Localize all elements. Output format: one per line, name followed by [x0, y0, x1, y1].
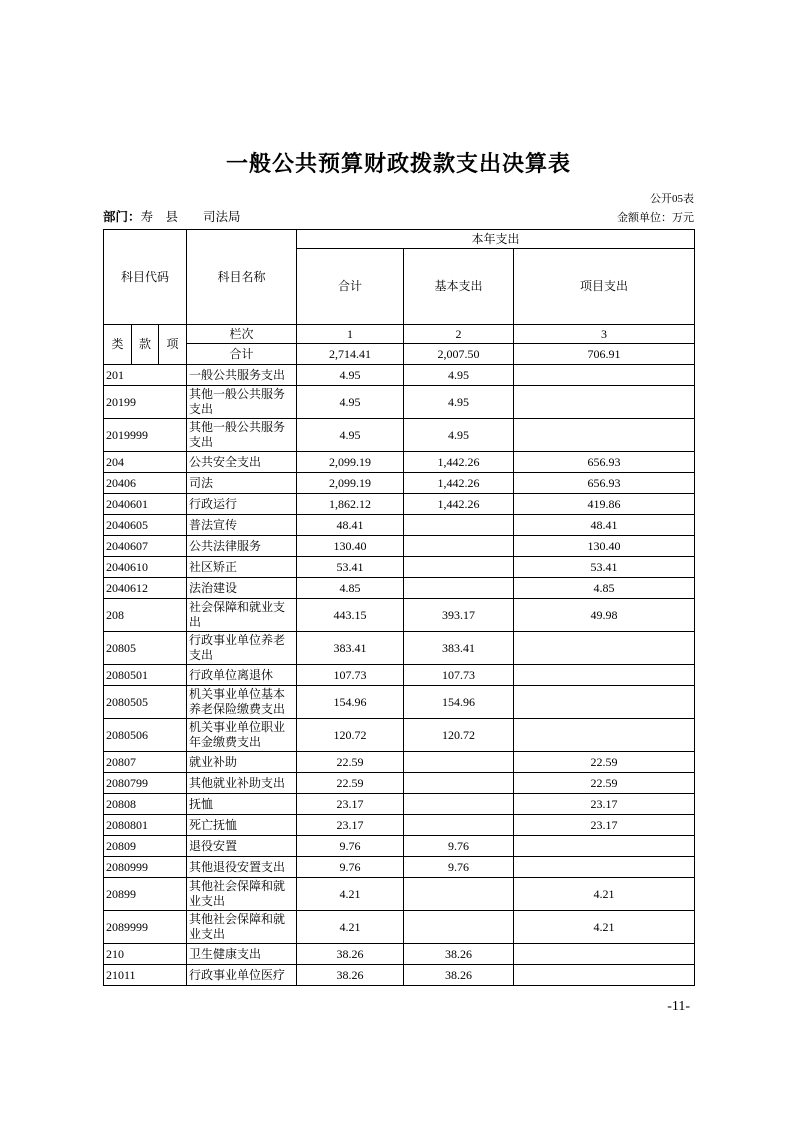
table-row: [104, 752, 695, 773]
table-row: [104, 515, 695, 536]
table-row: [104, 419, 695, 452]
meta-row: [103, 207, 694, 225]
subject-name-cell: 社区矫正: [187, 557, 297, 578]
budget-table: [103, 229, 695, 986]
subject-code-cell: 21011: [104, 965, 187, 986]
table-row: [104, 536, 695, 557]
total-cell: 9.76: [297, 857, 404, 878]
subject-name-cell: 其他就业补助支出: [187, 773, 297, 794]
subject-name-cell: 退役安置: [187, 836, 297, 857]
item-header: 项: [159, 325, 187, 365]
table-row: [104, 386, 695, 419]
basic-expense-cell: [404, 815, 514, 836]
subject-name-cell: 就业补助: [187, 752, 297, 773]
subject-name-cell: 社会保障和就业支出: [187, 599, 297, 632]
project-expense-cell: 23.17: [514, 794, 695, 815]
section-header: 款: [132, 325, 159, 365]
table-row: [104, 719, 695, 752]
total-cell: 38.26: [297, 965, 404, 986]
project-expense-cell: [514, 386, 695, 419]
project-expense-cell: 48.41: [514, 515, 695, 536]
basic-expense-cell: 38.26: [404, 965, 514, 986]
subject-code-cell: 2080799: [104, 773, 187, 794]
subject-code-cell: 20199: [104, 386, 187, 419]
subject-name-cell: 其他社会保障和就业支出: [187, 878, 297, 911]
department-line: [103, 207, 241, 225]
basic-expense-cell: [404, 911, 514, 944]
basic-expense-cell: [404, 515, 514, 536]
basic-expense-cell: 1,442.26: [404, 452, 514, 473]
table-row: [104, 452, 695, 473]
total-cell: 443.15: [297, 599, 404, 632]
total-cell: 4.95: [297, 386, 404, 419]
basic-expense-cell: [404, 578, 514, 599]
subject-name-cell: 机关事业单位职业年金缴费支出: [187, 719, 297, 752]
column-index-label: 栏次: [187, 325, 297, 344]
subject-code-cell: 2080505: [104, 686, 187, 719]
grand-total-row: [104, 344, 695, 365]
grand-total-total: 2,714.41: [297, 344, 404, 365]
subject-name-cell: 司法: [187, 473, 297, 494]
project-expense-cell: [514, 857, 695, 878]
total-cell: 9.76: [297, 836, 404, 857]
total-cell: 23.17: [297, 815, 404, 836]
subject-name-cell: 行政事业单位养老支出: [187, 632, 297, 665]
total-cell: 107.73: [297, 665, 404, 686]
subject-name-cell: 法治建设: [187, 578, 297, 599]
table-row: [104, 578, 695, 599]
basic-expense-cell: [404, 773, 514, 794]
total-cell: 38.26: [297, 944, 404, 965]
form-code: 公开05表: [650, 193, 694, 205]
project-expense-cell: 656.93: [514, 452, 695, 473]
project-expense-cell: [514, 686, 695, 719]
unit-label: 金额单位：万元: [617, 212, 694, 224]
subject-code-cell: 20808: [104, 794, 187, 815]
basic-expense-cell: 38.26: [404, 944, 514, 965]
table-head-body: [104, 230, 695, 365]
table-row: [104, 365, 695, 386]
column-number-1: 1: [297, 325, 404, 344]
table-row: [104, 686, 695, 719]
basic-expense-cell: 9.76: [404, 836, 514, 857]
subject-code-cell: 2040612: [104, 578, 187, 599]
project-expense-cell: 49.98: [514, 599, 695, 632]
basic-expense-cell: [404, 752, 514, 773]
subject-name-cell: 机关事业单位基本养老保险缴费支出: [187, 686, 297, 719]
subject-name-cell: 行政事业单位医疗: [187, 965, 297, 986]
basic-expense-cell: 383.41: [404, 632, 514, 665]
subject-name-cell: 公共安全支出: [187, 452, 297, 473]
table-row: [104, 878, 695, 911]
subject-name-cell: 一般公共服务支出: [187, 365, 297, 386]
basic-expense-cell: 1,442.26: [404, 473, 514, 494]
basic-expense-cell: [404, 878, 514, 911]
basic-expense-cell: 1,442.26: [404, 494, 514, 515]
page-content: [103, 0, 694, 1015]
project-expense-cell: 4.21: [514, 878, 695, 911]
project-expense-cell: [514, 665, 695, 686]
project-expense-cell: 4.85: [514, 578, 695, 599]
subject-name-cell: 公共法律服务: [187, 536, 297, 557]
subject-code-cell: 2040607: [104, 536, 187, 557]
subject-name-cell: 其他退役安置支出: [187, 857, 297, 878]
basic-expense-cell: 9.76: [404, 857, 514, 878]
subject-code-cell: 2089999: [104, 911, 187, 944]
current-year-expense-header: 本年支出: [297, 230, 695, 249]
project-expense-cell: [514, 719, 695, 752]
subject-code-cell: 210: [104, 944, 187, 965]
subject-code-cell: 20805: [104, 632, 187, 665]
subject-code-cell: 20406: [104, 473, 187, 494]
basic-expense-cell: [404, 794, 514, 815]
basic-expense-cell: 120.72: [404, 719, 514, 752]
total-cell: 22.59: [297, 773, 404, 794]
subject-code-cell: 2080999: [104, 857, 187, 878]
subject-name-cell: 其他社会保障和就业支出: [187, 911, 297, 944]
subject-name-cell: 行政单位离退休: [187, 665, 297, 686]
total-cell: 4.95: [297, 365, 404, 386]
total-header: 合计: [297, 249, 404, 325]
total-cell: 130.40: [297, 536, 404, 557]
total-cell: 22.59: [297, 752, 404, 773]
total-cell: 48.41: [297, 515, 404, 536]
column-number-2: 2: [404, 325, 514, 344]
project-expense-cell: [514, 944, 695, 965]
project-expense-cell: [514, 365, 695, 386]
total-cell: 383.41: [297, 632, 404, 665]
project-expense-cell: 23.17: [514, 815, 695, 836]
total-cell: 4.95: [297, 419, 404, 452]
project-expense-cell: 22.59: [514, 773, 695, 794]
table-row: [104, 794, 695, 815]
department-value: 寿 县 司法局: [140, 210, 241, 224]
subject-name-cell: 卫生健康支出: [187, 944, 297, 965]
subject-code-header: 科目代码: [104, 230, 187, 325]
table-row: [104, 773, 695, 794]
subject-name-cell: 行政运行: [187, 494, 297, 515]
project-expense-cell: 22.59: [514, 752, 695, 773]
table-row: [104, 857, 695, 878]
project-expense-cell: 53.41: [514, 557, 695, 578]
subject-code-cell: 2040601: [104, 494, 187, 515]
table-row: [104, 599, 695, 632]
table-row: [104, 557, 695, 578]
subject-code-cell: 2040605: [104, 515, 187, 536]
subject-name-cell: 普法宣传: [187, 515, 297, 536]
project-expense-cell: [514, 419, 695, 452]
total-cell: 2,099.19: [297, 452, 404, 473]
subject-name-cell: 其他一般公共服务支出: [187, 419, 297, 452]
page-title: 一般公共预算财政拨款支出决算表: [225, 151, 571, 176]
project-expense-cell: [514, 836, 695, 857]
grand-total-label: 合计: [187, 344, 297, 365]
project-expense-cell: 656.93: [514, 473, 695, 494]
table-row: [104, 911, 695, 944]
subject-code-cell: 204: [104, 452, 187, 473]
subject-name-cell: 死亡抚恤: [187, 815, 297, 836]
total-cell: 4.21: [297, 878, 404, 911]
subject-code-cell: 2040610: [104, 557, 187, 578]
header-row-columns: [104, 325, 695, 344]
basic-expense-cell: [404, 536, 514, 557]
table-row: [104, 944, 695, 965]
basic-expense-cell: 154.96: [404, 686, 514, 719]
subject-code-cell: 208: [104, 599, 187, 632]
table-row: [104, 836, 695, 857]
project-expense-cell: 419.86: [514, 494, 695, 515]
subject-code-cell: 2080501: [104, 665, 187, 686]
column-number-3: 3: [514, 325, 695, 344]
department-label: 部门：: [103, 210, 141, 224]
project-expense-cell: 130.40: [514, 536, 695, 557]
subject-code-cell: 2080801: [104, 815, 187, 836]
basic-expense-header: 基本支出: [404, 249, 514, 325]
project-expense-cell: [514, 632, 695, 665]
subject-code-cell: 201: [104, 365, 187, 386]
basic-expense-cell: 393.17: [404, 599, 514, 632]
subject-name-header: 科目名称: [187, 230, 297, 325]
total-cell: 4.85: [297, 578, 404, 599]
page-number: -11-: [667, 999, 690, 1014]
table-row: [104, 494, 695, 515]
total-cell: 23.17: [297, 794, 404, 815]
header-row-top: [104, 230, 695, 249]
total-cell: 53.41: [297, 557, 404, 578]
total-cell: 4.21: [297, 911, 404, 944]
table-row: [104, 473, 695, 494]
subject-name-cell: 抚恤: [187, 794, 297, 815]
total-cell: 120.72: [297, 719, 404, 752]
table-row: [104, 815, 695, 836]
class-header: 类: [104, 325, 132, 365]
subject-code-cell: 2080506: [104, 719, 187, 752]
subject-code-cell: 20809: [104, 836, 187, 857]
subject-code-cell: 2019999: [104, 419, 187, 452]
grand-total-project: 706.91: [514, 344, 695, 365]
basic-expense-cell: [404, 557, 514, 578]
table-row: [104, 965, 695, 986]
table-body: [104, 365, 695, 986]
total-cell: 154.96: [297, 686, 404, 719]
basic-expense-cell: 4.95: [404, 419, 514, 452]
project-expense-cell: 4.21: [514, 911, 695, 944]
subject-code-cell: 20807: [104, 752, 187, 773]
total-cell: 1,862.12: [297, 494, 404, 515]
table-row: [104, 665, 695, 686]
basic-expense-cell: 4.95: [404, 386, 514, 419]
grand-total-basic: 2,007.50: [404, 344, 514, 365]
basic-expense-cell: 107.73: [404, 665, 514, 686]
subject-name-cell: 其他一般公共服务支出: [187, 386, 297, 419]
subject-code-cell: 20899: [104, 878, 187, 911]
basic-expense-cell: 4.95: [404, 365, 514, 386]
project-expense-header: 项目支出: [514, 249, 695, 325]
total-cell: 2,099.19: [297, 473, 404, 494]
project-expense-cell: [514, 965, 695, 986]
table-row: [104, 632, 695, 665]
